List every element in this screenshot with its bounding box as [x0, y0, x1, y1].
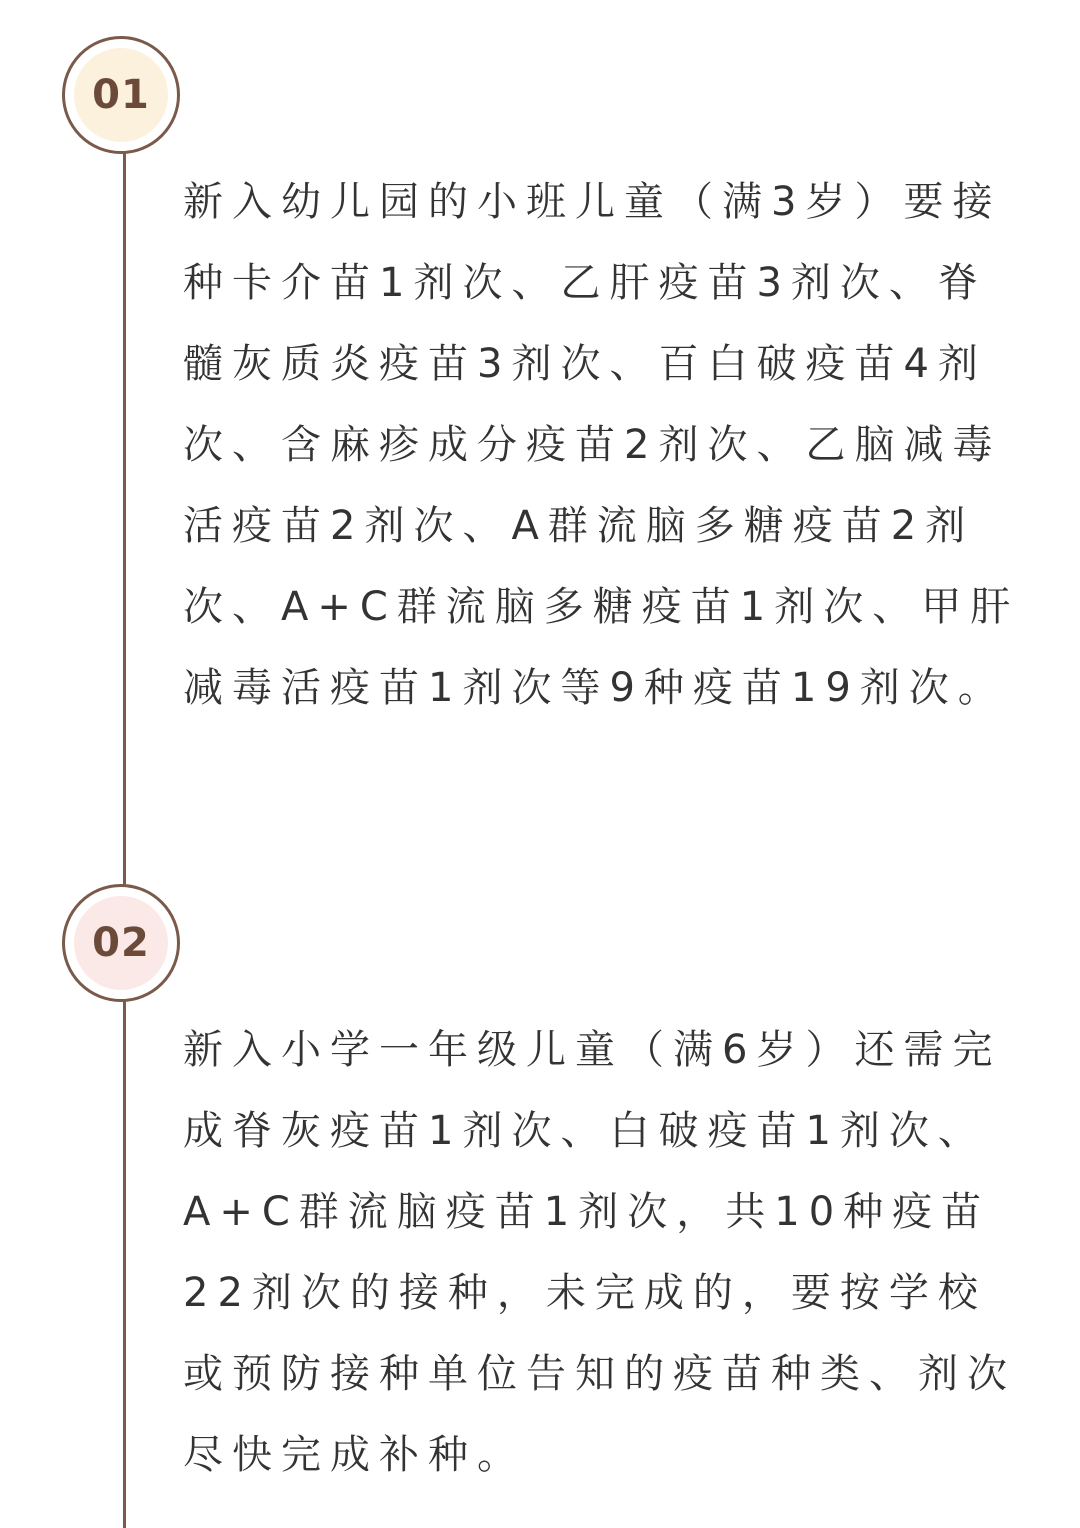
step-number-badge-1 [62, 36, 180, 154]
step-number-1: 01 [74, 48, 168, 142]
step-text-2: 新入小学一年级儿童（满6岁）还需完成脊灰疫苗1剂次、白破疫苗1剂次、A+C群流脑疫苗1剂次，共10种疫苗22剂次的接种，未完成的，要按学校或预防接种单位告知的疫苗种类、剂次尽快完成补种。 [183, 1027, 1016, 1478]
step-number-2: 02 [74, 896, 168, 990]
step-text-1: 新入幼儿园的小班儿童（满3岁）要接种卡介苗1剂次、乙肝疫苗3剂次、脊髓灰质炎疫苗3剂次、百白破疫苗4剂次、含麻疹成分疫苗2剂次、乙脑减毒活疫苗2剂次、A群流脑多糖疫苗2剂次、A+C群流脑多糖疫苗1剂次、甲肝减毒活疫苗1剂次等9种疫苗19剂次。 [183, 179, 1020, 711]
step-number-badge-2 [62, 884, 180, 1002]
timeline-line [123, 150, 126, 1528]
